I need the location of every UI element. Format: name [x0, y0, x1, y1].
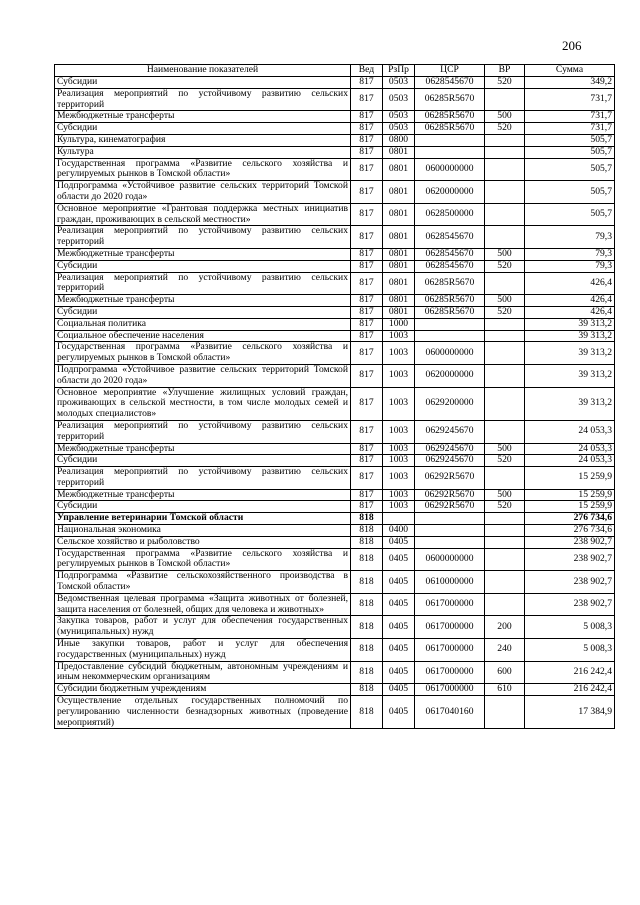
row-sum: 505,7: [525, 146, 615, 158]
row-ved: 817: [351, 146, 383, 158]
header-name: Наименование показателей: [55, 65, 351, 77]
row-vr: 520: [485, 501, 525, 513]
row-rzpr: 0801: [383, 260, 415, 272]
row-vr: 240: [485, 639, 525, 662]
row-ved: 818: [351, 571, 383, 594]
row-sum: 216 242,4: [525, 661, 615, 684]
table-row: [55, 134, 615, 146]
row-csr: [415, 146, 485, 158]
row-ved: 817: [351, 158, 383, 181]
row-csr: 0617000000: [415, 639, 485, 662]
row-rzpr: 0801: [383, 295, 415, 307]
row-ved: 818: [351, 696, 383, 729]
row-ved: 817: [351, 387, 383, 420]
row-sum: 276 734,6: [525, 525, 615, 537]
table-row: [55, 123, 615, 135]
row-ved: 818: [351, 684, 383, 696]
row-rzpr: 0503: [383, 88, 415, 111]
table-row: [55, 364, 615, 387]
row-vr: [485, 226, 525, 249]
row-sum: 39 313,2: [525, 364, 615, 387]
row-name: Основное мероприятие «Грантовая поддержка местных инициатив граждан, проживающих в сельской местности»: [55, 203, 351, 226]
row-sum: 238 902,7: [525, 548, 615, 571]
row-vr: [485, 536, 525, 548]
row-rzpr: 0405: [383, 684, 415, 696]
table-row: [55, 158, 615, 181]
table-row: [55, 181, 615, 204]
row-vr: [485, 467, 525, 490]
row-name: Государственная программа «Развитие сельского хозяйства и регулируемых рынков в Томской области»: [55, 548, 351, 571]
row-vr: [485, 318, 525, 330]
row-sum: 505,7: [525, 203, 615, 226]
row-rzpr: 0405: [383, 593, 415, 616]
row-name: Межбюджетные трансферты: [55, 489, 351, 501]
table-row: [55, 616, 615, 639]
row-rzpr: 1003: [383, 489, 415, 501]
table-row: [55, 513, 615, 525]
row-rzpr: 0801: [383, 146, 415, 158]
row-name: Ведомственная целевая программа «Защита животных от болезней, защита населения от болезней, общих для человека и животных»: [55, 593, 351, 616]
table-row: [55, 272, 615, 295]
row-csr: 06285R5670: [415, 111, 485, 123]
row-csr: 0628500000: [415, 203, 485, 226]
table-row: [55, 443, 615, 455]
row-csr: [415, 134, 485, 146]
row-sum: 24 053,3: [525, 420, 615, 443]
row-name: Реализация мероприятий по устойчивому развитию сельских территорий: [55, 272, 351, 295]
row-sum: 505,7: [525, 158, 615, 181]
row-vr: [485, 571, 525, 594]
row-csr: 0617000000: [415, 616, 485, 639]
row-name: Подпрограмма «Развитие сельскохозяйственного производства в Томской области»: [55, 571, 351, 594]
row-sum: 17 384,9: [525, 696, 615, 729]
row-name: Реализация мероприятий по устойчивому развитию сельских территорий: [55, 467, 351, 490]
row-name: Осуществление отдельных государственных полномочий по регулированию численности безнадзорных животных (проведение мероприятий): [55, 696, 351, 729]
row-vr: 520: [485, 123, 525, 135]
row-vr: 520: [485, 306, 525, 318]
row-csr: 0600000000: [415, 158, 485, 181]
row-vr: [485, 548, 525, 571]
row-csr: 0629245670: [415, 443, 485, 455]
row-csr: [415, 318, 485, 330]
row-csr: 0610000000: [415, 571, 485, 594]
row-ved: 817: [351, 111, 383, 123]
row-csr: 0628545670: [415, 226, 485, 249]
row-sum: 79,3: [525, 226, 615, 249]
row-rzpr: 0801: [383, 158, 415, 181]
row-vr: [485, 330, 525, 342]
row-ved: 817: [351, 420, 383, 443]
row-ved: 817: [351, 134, 383, 146]
row-ved: 817: [351, 467, 383, 490]
table-row: [55, 571, 615, 594]
row-sum: 79,3: [525, 248, 615, 260]
row-rzpr: 0405: [383, 696, 415, 729]
row-rzpr: 1003: [383, 501, 415, 513]
row-ved: 817: [351, 330, 383, 342]
table-row: [55, 111, 615, 123]
row-ved: 817: [351, 501, 383, 513]
row-vr: [485, 342, 525, 365]
row-csr: 0620000000: [415, 181, 485, 204]
row-name: Субсидии: [55, 123, 351, 135]
row-csr: 0628545670: [415, 77, 485, 89]
row-name: Культура, кинематография: [55, 134, 351, 146]
row-rzpr: 1003: [383, 364, 415, 387]
row-name: Межбюджетные трансферты: [55, 111, 351, 123]
row-rzpr: [383, 513, 415, 525]
row-sum: 5 008,3: [525, 616, 615, 639]
table-row: [55, 467, 615, 490]
row-sum: 238 902,7: [525, 536, 615, 548]
row-csr: 0629245670: [415, 455, 485, 467]
row-ved: 818: [351, 616, 383, 639]
row-rzpr: 0503: [383, 77, 415, 89]
row-csr: 06292R5670: [415, 489, 485, 501]
row-name: Реализация мероприятий по устойчивому развитию сельских территорий: [55, 88, 351, 111]
row-ved: 817: [351, 295, 383, 307]
header-vr: ВР: [485, 65, 525, 77]
row-sum: 39 313,2: [525, 342, 615, 365]
row-vr: [485, 696, 525, 729]
row-sum: 505,7: [525, 181, 615, 204]
row-vr: [485, 88, 525, 111]
table-row: [55, 77, 615, 89]
row-ved: 817: [351, 455, 383, 467]
row-csr: [415, 513, 485, 525]
row-rzpr: 0405: [383, 639, 415, 662]
table-row: [55, 248, 615, 260]
row-ved: 818: [351, 639, 383, 662]
table-row: [55, 696, 615, 729]
row-rzpr: 1003: [383, 455, 415, 467]
row-vr: 500: [485, 443, 525, 455]
row-rzpr: 0801: [383, 272, 415, 295]
header-ved: Вед: [351, 65, 383, 77]
row-vr: [485, 420, 525, 443]
row-rzpr: 1000: [383, 318, 415, 330]
row-ved: 817: [351, 272, 383, 295]
row-vr: [485, 272, 525, 295]
row-rzpr: 0503: [383, 111, 415, 123]
row-vr: [485, 364, 525, 387]
row-rzpr: 1003: [383, 387, 415, 420]
row-sum: 349,2: [525, 77, 615, 89]
row-name: Субсидии: [55, 455, 351, 467]
row-rzpr: 0405: [383, 536, 415, 548]
row-vr: 610: [485, 684, 525, 696]
row-ved: 817: [351, 226, 383, 249]
row-ved: 817: [351, 88, 383, 111]
row-name: Закупка товаров, работ и услуг для обеспечения государственных (муниципальных) нужд: [55, 616, 351, 639]
row-ved: 818: [351, 536, 383, 548]
table-row: [55, 203, 615, 226]
row-sum: 39 313,2: [525, 318, 615, 330]
row-csr: 0628545670: [415, 248, 485, 260]
row-csr: 06292R5670: [415, 501, 485, 513]
row-name: Субсидии: [55, 501, 351, 513]
row-sum: 731,7: [525, 111, 615, 123]
row-sum: 39 313,2: [525, 330, 615, 342]
row-rzpr: 0405: [383, 661, 415, 684]
row-sum: 426,4: [525, 306, 615, 318]
row-sum: 5 008,3: [525, 639, 615, 662]
row-name: Подпрограмма «Устойчивое развитие сельских территорий Томской области до 2020 года»: [55, 364, 351, 387]
row-name: Государственная программа «Развитие сельского хозяйства и регулируемых рынков в Томской области»: [55, 342, 351, 365]
row-csr: 0600000000: [415, 548, 485, 571]
row-vr: [485, 525, 525, 537]
row-name: Подпрограмма «Устойчивое развитие сельских территорий Томской области до 2020 года»: [55, 181, 351, 204]
row-ved: 817: [351, 306, 383, 318]
row-sum: 426,4: [525, 272, 615, 295]
table-header-row: [55, 65, 615, 77]
row-csr: [415, 330, 485, 342]
row-vr: 500: [485, 248, 525, 260]
row-name: Субсидии: [55, 260, 351, 272]
table-row: [55, 593, 615, 616]
row-rzpr: 0801: [383, 181, 415, 204]
table-row: [55, 536, 615, 548]
row-vr: [485, 593, 525, 616]
row-vr: [485, 158, 525, 181]
table-row: [55, 639, 615, 662]
row-name: Субсидии: [55, 306, 351, 318]
row-csr: 0617040160: [415, 696, 485, 729]
row-ved: 817: [351, 260, 383, 272]
table-row: [55, 525, 615, 537]
row-ved: 818: [351, 525, 383, 537]
row-sum: 505,7: [525, 134, 615, 146]
row-name: Межбюджетные трансферты: [55, 295, 351, 307]
row-csr: [415, 525, 485, 537]
row-vr: [485, 387, 525, 420]
row-vr: 200: [485, 616, 525, 639]
row-sum: 39 313,2: [525, 387, 615, 420]
row-csr: 06285R5670: [415, 306, 485, 318]
row-ved: 818: [351, 593, 383, 616]
row-rzpr: 0801: [383, 248, 415, 260]
row-vr: 520: [485, 455, 525, 467]
row-rzpr: 0801: [383, 203, 415, 226]
header-rzpr: РзПр: [383, 65, 415, 77]
row-sum: 731,7: [525, 123, 615, 135]
table-row: [55, 501, 615, 513]
row-vr: [485, 513, 525, 525]
row-sum: 238 902,7: [525, 593, 615, 616]
row-rzpr: 0800: [383, 134, 415, 146]
row-vr: 500: [485, 489, 525, 501]
row-name: Сельское хозяйство и рыболовство: [55, 536, 351, 548]
row-sum: 276 734,6: [525, 513, 615, 525]
row-ved: 817: [351, 123, 383, 135]
row-sum: 15 259,9: [525, 501, 615, 513]
table-row: [55, 489, 615, 501]
row-name: Государственная программа «Развитие сельского хозяйства и регулируемых рынков в Томской области»: [55, 158, 351, 181]
row-rzpr: 0405: [383, 616, 415, 639]
row-rzpr: 1003: [383, 342, 415, 365]
row-sum: 238 902,7: [525, 571, 615, 594]
row-rzpr: 1003: [383, 330, 415, 342]
row-name: Национальная экономика: [55, 525, 351, 537]
row-vr: 500: [485, 111, 525, 123]
table-row: [55, 260, 615, 272]
row-name: Культура: [55, 146, 351, 158]
row-name: Субсидии: [55, 77, 351, 89]
row-rzpr: 0801: [383, 226, 415, 249]
row-name: Основное мероприятие «Улучшение жилищных условий граждан, проживающих в сельской местности, в том числе молодых семей и молодых специалистов»: [55, 387, 351, 420]
budget-table: [54, 64, 615, 729]
row-vr: 520: [485, 260, 525, 272]
row-rzpr: 0400: [383, 525, 415, 537]
row-vr: [485, 203, 525, 226]
row-name: Реализация мероприятий по устойчивому развитию сельских территорий: [55, 226, 351, 249]
row-csr: 0617000000: [415, 593, 485, 616]
row-rzpr: 0405: [383, 571, 415, 594]
row-sum: 731,7: [525, 88, 615, 111]
row-rzpr: 1003: [383, 443, 415, 455]
row-name: Межбюджетные трансферты: [55, 443, 351, 455]
row-sum: 426,4: [525, 295, 615, 307]
row-ved: 817: [351, 181, 383, 204]
table-row: [55, 146, 615, 158]
row-csr: 0600000000: [415, 342, 485, 365]
row-ved: 817: [351, 489, 383, 501]
row-csr: 0629245670: [415, 420, 485, 443]
table-body: [55, 77, 615, 729]
row-rzpr: 1003: [383, 467, 415, 490]
row-csr: 0629200000: [415, 387, 485, 420]
row-vr: [485, 146, 525, 158]
row-name: Социальная политика: [55, 318, 351, 330]
row-csr: 06285R5670: [415, 272, 485, 295]
row-ved: 817: [351, 364, 383, 387]
table-row: [55, 387, 615, 420]
table-row: [55, 548, 615, 571]
row-ved: 817: [351, 203, 383, 226]
row-csr: [415, 536, 485, 548]
table-row: [55, 420, 615, 443]
row-name: Социальное обеспечение населения: [55, 330, 351, 342]
row-csr: 06285R5670: [415, 123, 485, 135]
table-row: [55, 342, 615, 365]
row-vr: [485, 134, 525, 146]
row-sum: 24 053,3: [525, 455, 615, 467]
row-ved: 817: [351, 318, 383, 330]
row-name: Субсидии бюджетным учреждениям: [55, 684, 351, 696]
row-name: Реализация мероприятий по устойчивому развитию сельских территорий: [55, 420, 351, 443]
row-rzpr: 0801: [383, 306, 415, 318]
row-sum: 24 053,3: [525, 443, 615, 455]
row-name: Межбюджетные трансферты: [55, 248, 351, 260]
table-row: [55, 330, 615, 342]
row-ved: 817: [351, 77, 383, 89]
table-row: [55, 306, 615, 318]
row-csr: 0628545670: [415, 260, 485, 272]
table-row: [55, 661, 615, 684]
row-name: Предоставление субсидий бюджетным, автономным учреждениям и иным некоммерческим организациям: [55, 661, 351, 684]
row-rzpr: 0503: [383, 123, 415, 135]
row-vr: 600: [485, 661, 525, 684]
row-ved: 818: [351, 513, 383, 525]
table-row: [55, 226, 615, 249]
row-ved: 817: [351, 248, 383, 260]
row-csr: 06292R5670: [415, 467, 485, 490]
row-csr: 0617000000: [415, 661, 485, 684]
row-sum: 79,3: [525, 260, 615, 272]
row-rzpr: 1003: [383, 420, 415, 443]
row-rzpr: 0405: [383, 548, 415, 571]
row-csr: 06285R5670: [415, 295, 485, 307]
table-row: [55, 684, 615, 696]
row-name: Иные закупки товаров, работ и услуг для обеспечения государственных (муниципальных) нужд: [55, 639, 351, 662]
table-row: [55, 295, 615, 307]
row-name: Управление ветеринарии Томской области: [55, 513, 351, 525]
row-sum: 15 259,9: [525, 467, 615, 490]
row-csr: 0620000000: [415, 364, 485, 387]
header-csr: ЦСР: [415, 65, 485, 77]
row-csr: 06285R5670: [415, 88, 485, 111]
row-ved: 817: [351, 443, 383, 455]
table-row: [55, 88, 615, 111]
header-sum: Сумма: [525, 65, 615, 77]
table-row: [55, 455, 615, 467]
page-number: 206: [562, 38, 582, 53]
row-csr: 0617000000: [415, 684, 485, 696]
row-sum: 15 259,9: [525, 489, 615, 501]
row-vr: 500: [485, 295, 525, 307]
row-vr: 520: [485, 77, 525, 89]
table-row: [55, 318, 615, 330]
row-ved: 818: [351, 548, 383, 571]
row-vr: [485, 181, 525, 204]
row-ved: 818: [351, 661, 383, 684]
row-sum: 216 242,4: [525, 684, 615, 696]
row-ved: 817: [351, 342, 383, 365]
